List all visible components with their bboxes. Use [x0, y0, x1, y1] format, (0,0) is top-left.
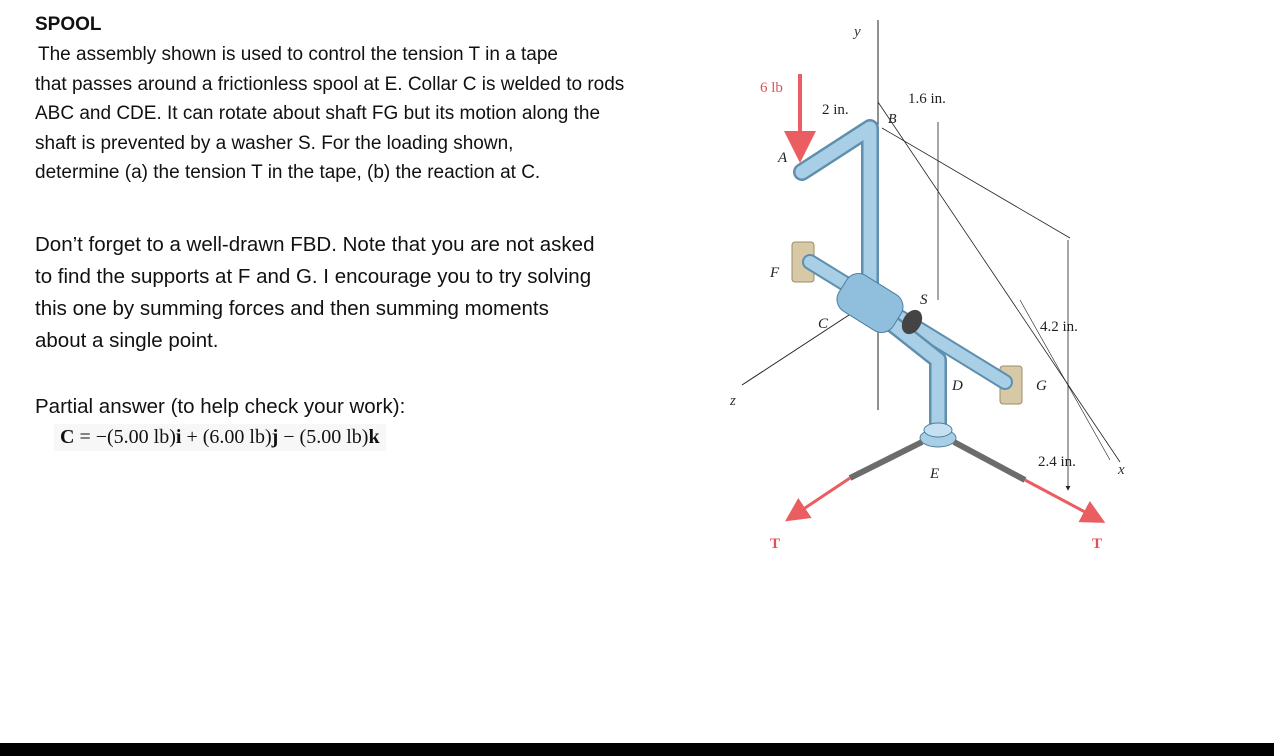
point-label-G: G [1036, 378, 1047, 394]
tension-label-left: T [770, 536, 781, 552]
tape-right [954, 442, 1025, 480]
point-label-F: F [770, 265, 780, 281]
answer-term: = −(5.00 lb) [74, 426, 176, 448]
point-label-D: D [952, 378, 963, 394]
axis-label-z: z [730, 393, 736, 409]
instructions [35, 229, 705, 357]
problem-title: SPOOL [35, 14, 102, 35]
problem-text [35, 14, 705, 419]
dimension-2-4in: 2.4 in. [1038, 454, 1076, 470]
partial-answer-label: Partial answer (to help check your work): [35, 394, 406, 418]
answer-term: + (6.00 lb) [181, 426, 272, 448]
tension-arrow-left [790, 478, 850, 518]
point-label-C: C [818, 316, 829, 332]
point-label-B: B [888, 112, 897, 127]
problem-statement [35, 40, 705, 188]
dimension-line [882, 128, 1070, 238]
tension-arrow-right [1025, 480, 1100, 520]
dimension-4-2in: 4.2 in. [1040, 319, 1078, 335]
dimension-2in: 2 in. [822, 102, 849, 118]
answer-vector-c: C [60, 426, 75, 448]
point-label-E: E [930, 466, 940, 482]
spool-assembly-figure [720, 0, 1130, 565]
washer-label-S: S [920, 292, 928, 308]
unit-k: k [368, 426, 380, 448]
instruction-line: Don’t forget to a well-drawn FBD. Note that you are not asked [35, 232, 595, 256]
statement-line: determine (a) the tension T in the tape, (b) the reaction at C. [35, 162, 541, 183]
tape-left [850, 442, 922, 478]
answer-term: − (5.00 lb) [278, 426, 369, 448]
tension-label-right: T [1092, 536, 1103, 552]
statement-line: The assembly shown is used to control the tension T in a tape [38, 44, 558, 65]
x-axis [878, 102, 1120, 462]
unit-i: i [175, 426, 182, 448]
axis-label-y: y [854, 24, 861, 40]
axis-label-x: x [1118, 462, 1125, 478]
bottom-bar [0, 743, 1274, 756]
dimension-1-6in: 1.6 in. [908, 91, 946, 107]
instruction-line: about a single point. [35, 328, 219, 352]
unit-j: j [271, 426, 279, 448]
instruction-line: this one by summing forces and then summing moments [35, 296, 549, 320]
point-label-A: A [778, 150, 788, 166]
statement-line: ABC and CDE. It can rotate about shaft FG but its motion along the [35, 103, 601, 124]
answer-equation [54, 424, 386, 451]
instruction-line: to find the supports at F and G. I encourage you to try solving [35, 264, 592, 288]
statement-line: shaft is prevented by a washer S. For the loading shown, [35, 132, 514, 154]
load-label: 6 lb [760, 80, 783, 96]
statement-line: that passes around a frictionless spool at E. Collar C is welded to rods [35, 73, 625, 95]
